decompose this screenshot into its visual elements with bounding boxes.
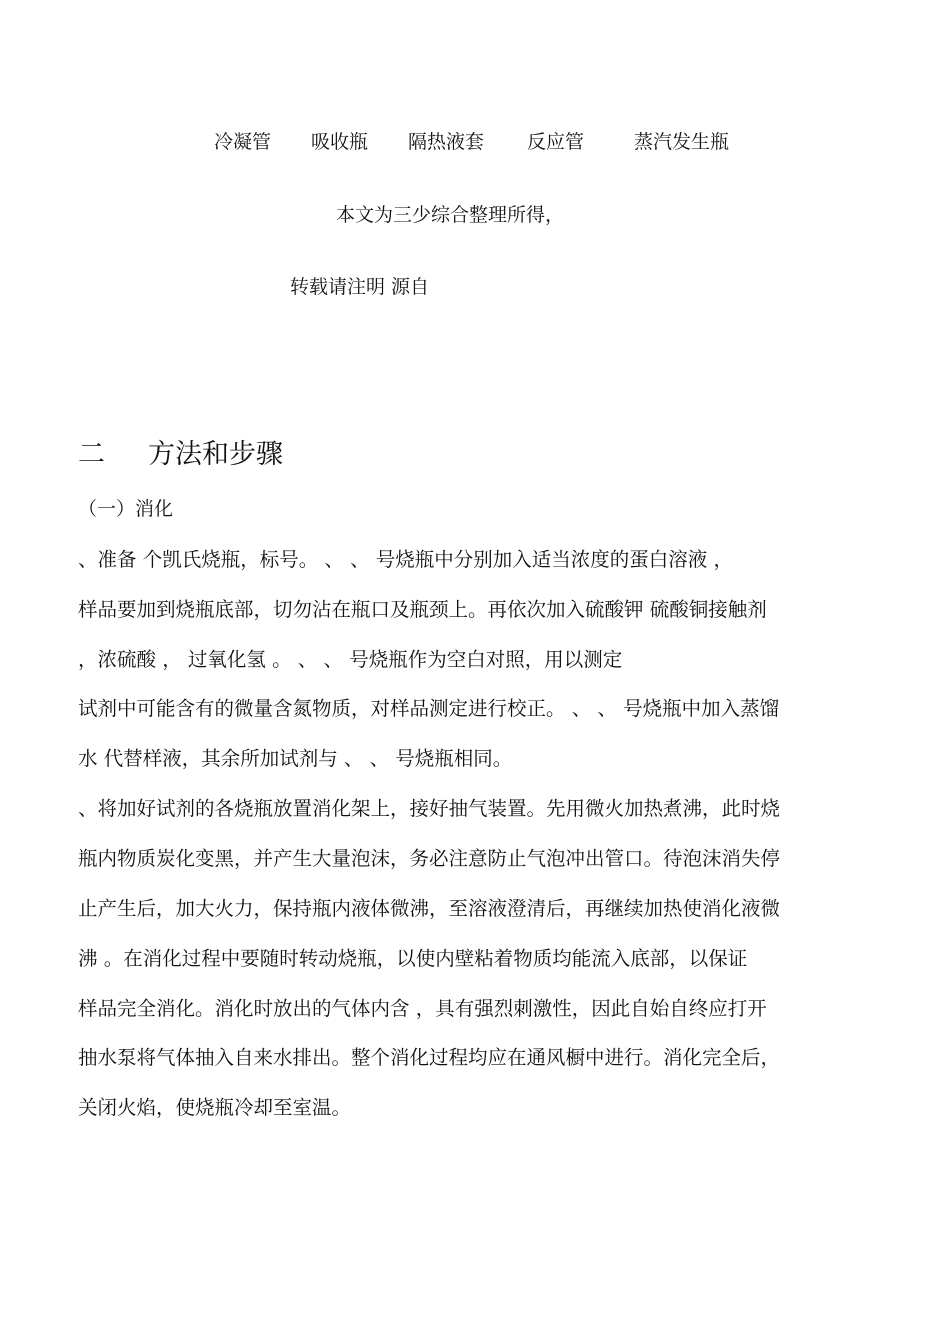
source-note-line2: 转载请注明 源自 <box>290 276 430 298</box>
paragraph1-line: 、准备 个凯氏烧瓶，标号。 、 、 号烧瓶中分别加入适当浓度的蛋白溶液 ， <box>78 548 733 571</box>
paragraph1-line: 试剂中可能含有的微量含氮物质，对样品测定进行校正。 、 、 号烧瓶中加入蒸馏 <box>78 697 780 720</box>
section-number: 二 <box>78 439 105 470</box>
subsection-title: （一）消化 <box>78 498 174 520</box>
paragraph2-line: 抽水泵将气体抽入自来水排出。整个消化过程均应在通风橱中进行。消化完全后， <box>78 1046 781 1069</box>
paragraph2-line: 沸 。在消化过程中要随时转动烧瓶，以使内壁粘着物质均能流入底部，以保证 <box>78 947 748 970</box>
paragraph2-line: 样品完全消化。消化时放出的气体内含 ，具有强烈刺激性，因此自始自终应打开 <box>78 997 767 1020</box>
figure-label-reaction-tube: 反应管 <box>527 131 585 153</box>
paragraph2-line: 关闭火焰，使烧瓶冷却至室温。 <box>78 1096 352 1119</box>
figure-label-steam-generator: 蒸汽发生瓶 <box>634 131 730 153</box>
paragraph2-line: 、将加好试剂的各烧瓶放置消化架上，接好抽气装置。先用微火加热煮沸，此时烧 <box>78 797 781 820</box>
section-title: 方法和步骤 <box>148 439 283 470</box>
figure-label-condenser: 冷凝管 <box>214 131 272 153</box>
paragraph1-line: 样品要加到烧瓶底部，切勿沾在瓶口及瓶颈上。再依次加入硫酸钾 硫酸铜接触剂 <box>78 598 767 621</box>
paragraph1-line: ，浓硫酸 ， 过氧化氢 。 、 、 号烧瓶作为空白对照，用以测定 <box>78 648 623 671</box>
figure-label-absorption-bottle: 吸收瓶 <box>311 131 369 153</box>
paragraph2-line: 止产生后，加大火力，保持瓶内液体微沸，至溶液澄清后，再继续加热使消化液微 <box>78 897 781 920</box>
paragraph2-line: 瓶内物质炭化变黑，并产生大量泡沫，务必注意防止气泡冲出管口。待泡沫消失停 <box>78 847 781 870</box>
source-note-line1: 本文为三少综合整理所得， <box>336 204 565 226</box>
paragraph1-line: 水 代替样液，其余所加试剂与 、 、 号烧瓶相同。 <box>78 747 513 770</box>
figure-label-insulation-jacket: 隔热液套 <box>408 131 485 153</box>
